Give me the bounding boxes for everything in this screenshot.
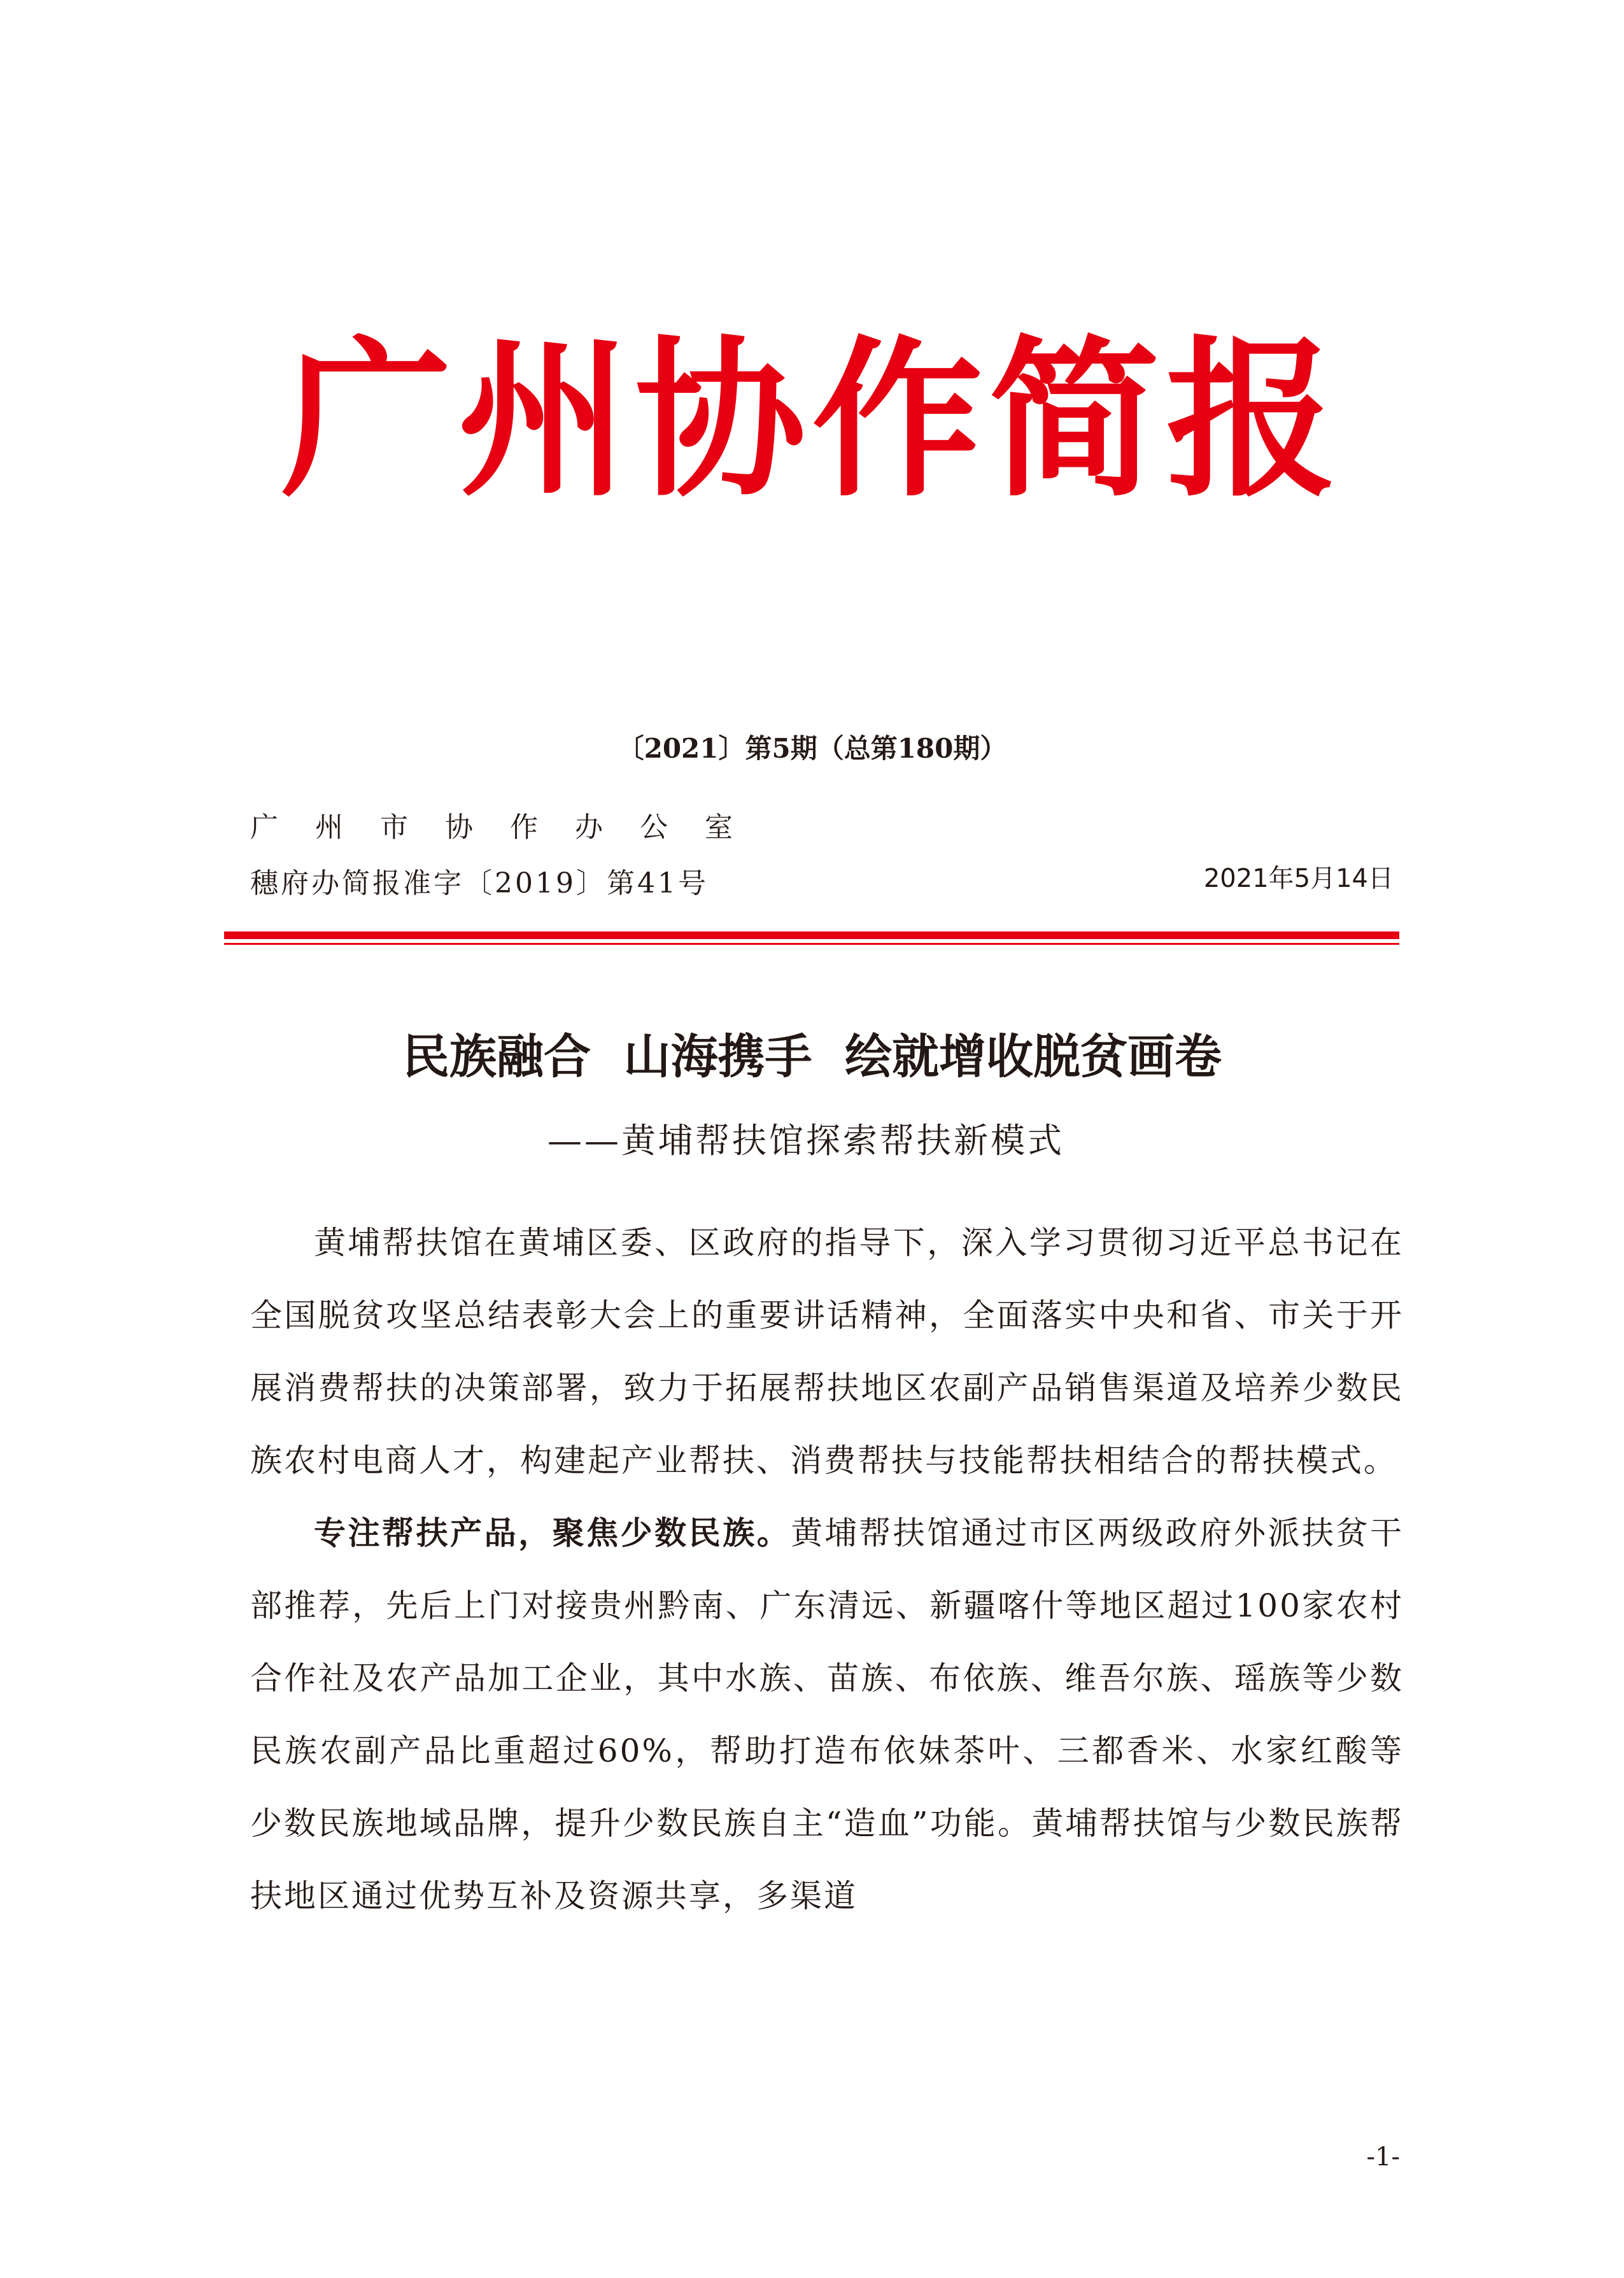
publisher-org: 广州市协作办公室 — [250, 811, 770, 844]
paragraph-lead: 专注帮扶产品，聚焦少数民族。 — [314, 1515, 791, 1552]
article-body — [250, 1206, 1404, 1932]
approval-number: 穗府办简报准字〔2019〕第41号 — [250, 867, 709, 900]
paragraph-intro: 黄埔帮扶馆在黄埔区委、区政府的指导下，深入学习贯彻习近平总书记在全国脱贫攻坚总结表彰大会上的重要讲话精神，全面落实中央和省、市关于开展消费帮扶的决策部署，致力于拓展帮扶地区农副产品销售渠道及培养少数民族农村电商人才，构建起产业帮扶、消费帮扶与技能帮扶相结合的帮扶模式。 — [250, 1224, 1404, 1479]
paragraph-focus-text: 黄埔帮扶馆通过市区两级政府外派扶贫干部推荐，先后上门对接贵州黔南、广东清远、新疆喀什等地区超过100家农村合作社及农产品加工企业，其中水族、苗族、布依族、维吾尔族、瑶族等少数民族农副产品比重超过60%，帮助打造布依妹茶叶、三都香米、水家红酸等少数民族地域品牌，提升少数民族自主“造血”功能。黄埔帮扶馆与少数民族帮扶地区通过优势互补及资源共享，多渠道 — [250, 1515, 1404, 1914]
publish-date: 2021年5月14日 — [1203, 864, 1394, 893]
header-divider-thin — [224, 943, 1399, 945]
header-divider-thick — [224, 931, 1399, 939]
article-title: 民族融合 山海携手 绘就增收脱贫画卷 — [402, 1029, 1222, 1084]
page-number: -1- — [1366, 2142, 1400, 2172]
article-subtitle: ——黄埔帮扶馆探索帮扶新模式 — [547, 1121, 1064, 1161]
issue-number: 〔2021〕第5期（总第180期） — [617, 733, 1007, 764]
paragraph-focus — [250, 1497, 1404, 1932]
masthead-title: 广州协作简报 — [281, 320, 1343, 520]
